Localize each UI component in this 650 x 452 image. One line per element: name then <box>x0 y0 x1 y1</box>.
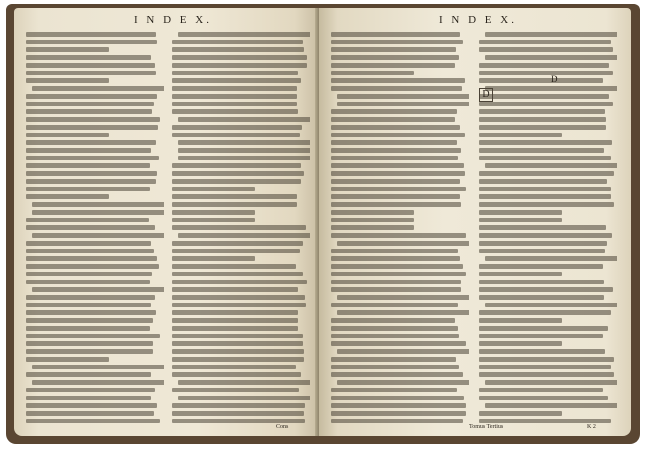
text-line <box>479 388 603 393</box>
text-line <box>331 372 463 377</box>
text-line <box>331 71 414 76</box>
text-line <box>172 411 304 416</box>
text-line <box>331 218 414 223</box>
text-line <box>331 341 466 346</box>
text-line <box>26 318 153 323</box>
text-line <box>331 272 466 277</box>
text-line <box>331 357 456 362</box>
text-line <box>26 94 157 99</box>
text-line <box>172 171 304 176</box>
text-line <box>479 411 562 416</box>
text-line <box>337 380 469 385</box>
text-line <box>172 102 297 107</box>
text-line <box>26 194 109 199</box>
text-line <box>26 63 155 68</box>
text-line <box>331 117 455 122</box>
text-line <box>172 202 297 207</box>
text-line <box>172 326 298 331</box>
text-line <box>178 380 310 385</box>
text-line <box>26 249 154 254</box>
text-line <box>479 94 609 99</box>
text-line <box>485 55 617 60</box>
text-line <box>26 125 158 130</box>
text-line <box>172 303 306 308</box>
text-line <box>479 102 613 107</box>
text-line <box>26 218 149 223</box>
text-line <box>479 148 604 153</box>
text-line <box>479 310 611 315</box>
text-line <box>172 210 255 215</box>
text-line <box>172 109 298 114</box>
text-line <box>32 86 164 91</box>
text-line <box>172 78 301 83</box>
text-line <box>26 403 157 408</box>
text-line <box>26 40 157 45</box>
text-line <box>331 156 458 161</box>
text-line <box>331 63 455 68</box>
text-line <box>331 280 461 285</box>
text-line <box>331 264 463 269</box>
text-line <box>172 256 255 261</box>
text-line <box>485 380 617 385</box>
text-line <box>172 194 297 199</box>
text-line <box>178 32 310 37</box>
text-line <box>337 310 469 315</box>
text-line <box>479 225 606 230</box>
text-line <box>26 295 155 300</box>
text-line <box>26 102 154 107</box>
text-line <box>337 94 469 99</box>
text-line <box>331 388 457 393</box>
text-line <box>485 256 617 261</box>
text-line <box>26 303 151 308</box>
text-line <box>26 272 152 277</box>
text-line <box>331 225 414 230</box>
text-line <box>26 117 160 122</box>
text-line <box>479 47 613 52</box>
text-line <box>479 396 608 401</box>
text-line <box>26 163 150 168</box>
text-line <box>331 32 460 37</box>
text-line <box>26 334 160 339</box>
text-line <box>479 125 606 130</box>
text-line <box>479 78 603 83</box>
right-signature-mark: K 2 <box>587 424 596 430</box>
text-line <box>485 86 617 91</box>
text-line <box>331 171 465 176</box>
text-line <box>479 210 562 215</box>
text-line <box>479 63 609 68</box>
text-line <box>26 148 151 153</box>
text-line <box>479 171 614 176</box>
text-line <box>178 233 310 238</box>
text-line <box>26 349 153 354</box>
text-line <box>479 140 612 145</box>
left-page-header: I N D E X. <box>134 14 212 26</box>
text-line <box>479 218 562 223</box>
text-line <box>26 133 109 138</box>
left-catchword: Cons <box>276 424 289 430</box>
text-line <box>331 318 455 323</box>
right-column-1 <box>331 32 469 428</box>
text-line <box>172 365 296 370</box>
text-line <box>26 388 155 393</box>
text-line <box>479 109 605 114</box>
text-line <box>337 349 469 354</box>
right-page <box>319 8 631 436</box>
text-line <box>331 194 460 199</box>
text-line <box>26 419 160 424</box>
text-line <box>26 78 109 83</box>
text-line <box>172 94 297 99</box>
text-line <box>331 163 464 168</box>
text-line <box>479 365 611 370</box>
text-line <box>479 334 603 339</box>
text-line <box>26 225 155 230</box>
text-line <box>26 109 152 114</box>
text-line <box>172 280 307 285</box>
left-page <box>14 8 319 436</box>
text-line <box>172 187 255 192</box>
left-column-2 <box>172 32 310 428</box>
text-line <box>172 86 297 91</box>
text-line <box>26 256 157 261</box>
text-line <box>331 86 462 91</box>
text-line <box>479 179 607 184</box>
text-line <box>337 295 469 300</box>
text-line <box>178 156 310 161</box>
text-line <box>26 179 156 184</box>
text-line <box>26 187 150 192</box>
text-line <box>479 341 562 346</box>
text-line <box>172 218 255 223</box>
text-line <box>26 357 109 362</box>
open-book <box>6 4 640 444</box>
text-line <box>32 365 164 370</box>
text-line <box>26 264 159 269</box>
text-line <box>485 32 617 37</box>
text-line <box>331 202 461 207</box>
right-signature: Tomus Tertius <box>469 424 504 430</box>
text-line <box>485 303 617 308</box>
text-line <box>172 403 305 408</box>
text-line <box>331 187 466 192</box>
text-line <box>26 310 156 315</box>
text-line <box>331 303 458 308</box>
text-line <box>479 264 603 269</box>
text-line <box>479 194 611 199</box>
text-line <box>331 334 459 339</box>
text-line <box>479 40 611 45</box>
text-line <box>172 334 303 339</box>
text-line <box>26 372 151 377</box>
text-line <box>485 163 617 168</box>
text-line <box>26 71 156 76</box>
text-line <box>172 357 304 362</box>
text-line <box>26 140 156 145</box>
text-line <box>331 326 458 331</box>
text-line <box>331 256 460 261</box>
text-line <box>172 241 303 246</box>
right-column-2 <box>479 32 617 428</box>
text-line <box>479 357 614 362</box>
text-line <box>479 156 611 161</box>
text-line <box>26 156 159 161</box>
text-line <box>172 341 303 346</box>
text-line <box>32 233 164 238</box>
text-line <box>178 148 310 153</box>
text-line <box>479 372 614 377</box>
text-line <box>26 280 150 285</box>
text-line <box>172 47 304 52</box>
text-line <box>479 241 607 246</box>
text-line <box>331 411 466 416</box>
text-line <box>479 117 606 122</box>
text-line <box>479 295 604 300</box>
text-line <box>172 225 306 230</box>
text-line <box>337 102 469 107</box>
text-line <box>172 249 300 254</box>
text-line <box>331 419 463 424</box>
text-line <box>172 133 300 138</box>
text-line <box>331 78 465 83</box>
text-line <box>26 411 154 416</box>
text-line <box>331 403 466 408</box>
left-column-1 <box>26 32 164 428</box>
section-letter: D <box>551 74 558 84</box>
text-line <box>26 55 151 60</box>
text-line <box>172 264 296 269</box>
text-line <box>172 63 307 68</box>
text-line <box>479 249 605 254</box>
text-line <box>479 287 613 292</box>
text-line <box>331 133 465 138</box>
text-line <box>479 187 611 192</box>
text-line <box>479 349 605 354</box>
drop-capital: D <box>479 88 493 102</box>
text-line <box>172 55 307 60</box>
text-line <box>479 71 613 76</box>
text-line <box>32 380 164 385</box>
text-line <box>32 210 164 215</box>
text-line <box>32 287 164 292</box>
text-line <box>479 280 604 285</box>
text-line <box>172 349 304 354</box>
text-line <box>479 272 562 277</box>
text-line <box>26 326 150 331</box>
text-line <box>331 47 456 52</box>
text-line <box>172 287 298 292</box>
text-line <box>337 241 469 246</box>
text-line <box>172 125 302 130</box>
text-line <box>172 310 298 315</box>
text-line <box>172 372 301 377</box>
text-line <box>172 318 298 323</box>
right-page-header: I N D E X. <box>439 14 517 26</box>
text-line <box>331 148 461 153</box>
text-line <box>331 55 459 60</box>
text-line <box>331 365 459 370</box>
text-line <box>331 210 414 215</box>
text-line <box>479 133 562 138</box>
text-line <box>172 388 299 393</box>
text-line <box>172 179 301 184</box>
text-line <box>172 40 303 45</box>
text-line <box>331 396 464 401</box>
text-line <box>26 241 151 246</box>
text-line <box>26 341 153 346</box>
text-line <box>485 403 617 408</box>
text-line <box>26 171 157 176</box>
text-line <box>178 117 310 122</box>
text-line <box>479 202 614 207</box>
text-line <box>178 396 310 401</box>
text-line <box>331 109 457 114</box>
text-line <box>172 419 305 424</box>
text-line <box>178 140 310 145</box>
text-line <box>331 125 460 130</box>
text-line <box>479 233 612 238</box>
text-line <box>172 272 303 277</box>
text-line <box>172 163 301 168</box>
text-line <box>331 179 460 184</box>
text-line <box>26 32 156 37</box>
text-line <box>331 233 466 238</box>
text-line <box>331 249 458 254</box>
text-line <box>172 71 298 76</box>
text-line <box>331 40 463 45</box>
text-line <box>331 287 461 292</box>
text-line <box>479 419 611 424</box>
text-line <box>26 47 109 52</box>
text-line <box>172 295 305 300</box>
text-line <box>26 396 151 401</box>
text-line <box>479 326 608 331</box>
text-line <box>32 202 164 207</box>
text-line <box>479 318 562 323</box>
text-line <box>331 140 457 145</box>
